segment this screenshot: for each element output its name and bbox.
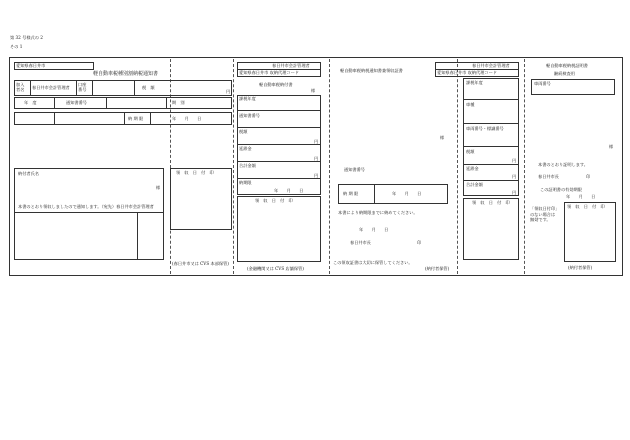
sec4-yen-3: 円 — [512, 190, 517, 195]
receipt-message: 本書のとおり領収しましたので通知します。（宛先）春日井市会計管理者 — [18, 204, 154, 209]
stamp-box-2 — [237, 196, 321, 262]
sec5-seal: 印 — [586, 174, 591, 179]
stamp-label-1: 領 収 日 付 印 — [176, 170, 214, 175]
account-label: 口座 番号 — [78, 82, 87, 93]
perforation-4 — [457, 59, 458, 274]
sec4-field-total: 合計金額 — [466, 182, 483, 187]
sec3-due-label: 納 期 限 — [343, 191, 359, 196]
stamp-label-4: 領 収 日 付 印 — [472, 200, 510, 205]
sec2-title: 軽自動車税納付書 — [259, 82, 293, 87]
payer-box — [14, 168, 164, 260]
sec5-mayor: 春日井市長 — [538, 174, 559, 179]
recipient-label: 愛知県春日井市 — [16, 63, 46, 68]
sec4-top-box2: 愛知県春日井市 収納代理コード — [437, 70, 497, 75]
sec1-title: 軽自動車税種別割納税通知書 — [93, 71, 159, 77]
sec3-footer-message: この領収証書は大切に保管してください。 — [333, 260, 413, 265]
sec5-sama: 様 — [609, 144, 614, 149]
sec2-field-tax: 税額 — [239, 129, 248, 134]
sec5-validity-label: この証明書の有効期限 — [540, 187, 582, 192]
sec3-due-date: 年 月 日 — [392, 191, 422, 196]
sec4-field-type: 車種 — [466, 102, 475, 107]
sec2-field-due: 納期限 — [239, 180, 252, 185]
stamp-box-4 — [463, 198, 519, 260]
payee-value: 春日井市会計管理者 — [32, 85, 70, 90]
year-row — [14, 97, 232, 109]
sec5-validity-date: 年 月 日 — [566, 194, 596, 199]
bank-note: (金融機関又は CVS 店舗保管) — [247, 266, 304, 271]
sec5-certify-message: 本書のとおり証明します。 — [538, 162, 588, 167]
sec2-field-notice: 通知書番号 — [239, 113, 260, 118]
payer-label: 納付者氏名 — [18, 171, 39, 176]
sec3-pay-message: 本書により納期限までに納めてください。 — [338, 210, 418, 215]
sec4-top-box1: 春日井市会計管理者 — [472, 63, 510, 68]
sec5-title: 軽自動車税納税証明書 — [546, 63, 588, 68]
sec2-top-box1: 春日井市会計管理者 — [272, 63, 310, 68]
perforation-2 — [233, 59, 234, 274]
sec3-title: 軽自動車税納税通知書兼領収証書 — [340, 68, 403, 73]
sec2-field-late: 延滞金 — [239, 146, 252, 151]
office-note: (春日井市又は CVS 本部保管) — [172, 261, 229, 266]
sec2-field-year: 課税年度 — [239, 96, 256, 101]
perforation-3 — [329, 59, 330, 274]
stamp-box-5 — [564, 202, 616, 262]
due-label: 納 期 限 — [128, 116, 144, 121]
sec5-subtitle: 継続検査用 — [554, 71, 575, 76]
sec4-yen-1: 円 — [512, 158, 517, 163]
tax-yen: 円 — [226, 89, 231, 94]
sec3-seal: 印 — [417, 240, 422, 245]
tax-label: 税 額 — [142, 85, 155, 90]
payee-label: 加入 者名 — [16, 82, 25, 93]
sec2-due-date: 年 月 日 — [274, 188, 304, 193]
sec2-top-box2: 愛知県春日井市 収納代理コード — [239, 70, 299, 75]
payer-sama: 様 — [156, 185, 161, 190]
sec4-field-table — [463, 78, 519, 196]
sec2-yen-2: 円 — [314, 156, 319, 161]
sec2-field-total: 合計金額 — [239, 163, 256, 168]
stamp-box-1 — [170, 168, 232, 230]
sec4-yen-2: 円 — [512, 174, 517, 179]
form-number: 第 32 号様式の 2 — [10, 35, 43, 40]
sec3-mayor: 春日井市長 — [350, 240, 371, 245]
stamp-label-5: 領 収 日 付 印 — [567, 204, 605, 209]
sec5-vehicle-label: 車両番号 — [534, 81, 551, 86]
sec3-payer-keep: (納付者保管) — [425, 266, 450, 271]
sec4-field-late: 延滞金 — [466, 166, 479, 171]
sec4-field-plate: 車両番号・標識番号 — [466, 126, 504, 131]
sec4-field-tax: 税額 — [466, 149, 475, 154]
sec5-stamp-note: 「領収日付印」 のない場合は 無効です。 — [530, 206, 560, 223]
perforation-5 — [524, 59, 525, 274]
period-label: 期 別 — [172, 100, 185, 105]
sec4-field-year: 課税年度 — [466, 80, 483, 85]
sec5-payer-keep: (納付者保管) — [568, 265, 593, 270]
due-date: 年 月 日 — [172, 116, 202, 121]
sec3-sama: 様 — [440, 135, 445, 140]
sec2-sama: 様 — [311, 88, 316, 93]
sec2-yen-1: 円 — [314, 139, 319, 144]
year-label: 年 度 — [24, 100, 37, 105]
stamp-label-2: 領 収 日 付 印 — [255, 198, 293, 203]
sec3-date: 年 月 日 — [359, 227, 389, 232]
sheet-label: その 1 — [10, 44, 23, 49]
notice-no-label: 通知書番号 — [66, 100, 87, 105]
sec2-yen-3: 円 — [314, 173, 319, 178]
sec3-notice-no: 通知書番号 — [344, 167, 365, 172]
